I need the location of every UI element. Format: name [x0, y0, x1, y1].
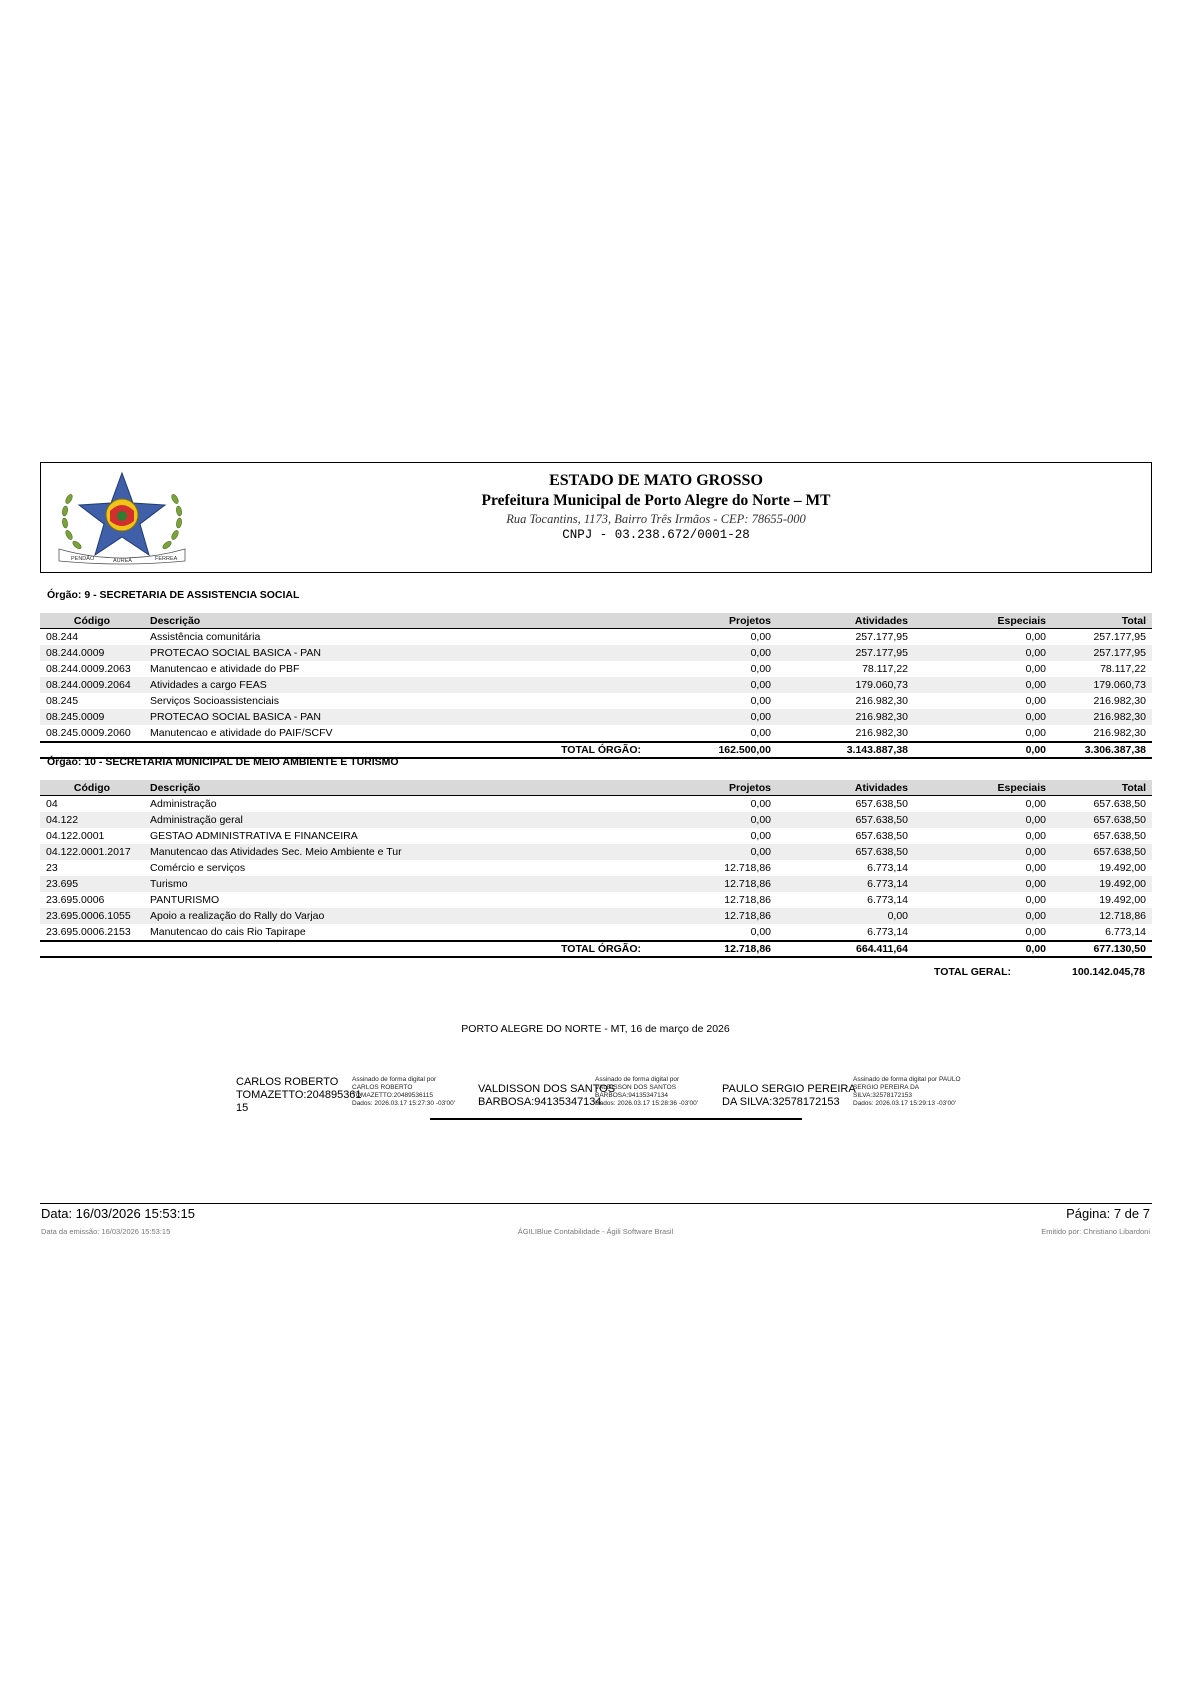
col-spacer: [496, 613, 647, 629]
col-especiais: Especiais: [914, 780, 1052, 796]
table-row: 23.695.0006.1055 Apoio a realização do Rally do Varjao 12.718,86 0,00 0,00 12.718,86: [40, 908, 1152, 924]
col-projetos: Projetos: [647, 613, 777, 629]
table-row: 23 Comércio e serviços 12.718,86 6.773,14 0,00 19.492,00: [46, 862, 1146, 874]
col-total: Total: [1052, 613, 1152, 629]
footer-emission: Data da emissão: 16/03/2026 15:53:15: [41, 1227, 171, 1236]
col-descricao: Descrição: [144, 613, 496, 629]
table-row: 08.244.0009.2064 Atividades a cargo FEAS 0,00 179.060,73 0,00 179.060,73: [40, 677, 1152, 693]
footer-page: Página: 7 de 7: [1066, 1206, 1150, 1221]
table-row: 04.122.0001 GESTAO ADMINISTRATIVA E FINANCEIRA 0,00 657.638,50 0,00 657.638,50: [46, 830, 1146, 842]
footer-divider: [40, 1203, 1152, 1204]
orgao-title: Órgão: 10 - SECRETARIA MUNICIPAL DE MEIO AMBIENTE E TURISMO: [47, 756, 399, 768]
col-codigo: Código: [40, 780, 144, 796]
table-row: 08.245 Serviços Socioassistenciais 0,00 216.982,30 0,00 216.982,30: [46, 695, 1146, 707]
prefecture-title: Prefeitura Municipal de Porto Alegre do Norte – MT: [481, 492, 831, 509]
table-row: 04.122.0001.2017 Manutencao das Atividades Sec. Meio Ambiente e Tur 0,00 657.638,50 0,00 657.638,50: [40, 844, 1152, 860]
address-line: Rua Tocantins, 1173, Bairro Três Irmãos - CEP: 78655-000: [506, 512, 806, 526]
signature-line: [430, 1118, 802, 1120]
place-date: PORTO ALEGRE DO NORTE - MT, 16 de março de 2026: [461, 1023, 730, 1035]
table-row: 08.245.0009 PROTECAO SOCIAL BASICA - PAN 0,00 216.982,30 0,00 216.982,30: [40, 709, 1152, 725]
total-geral-value: 100.142.045,78: [1072, 966, 1145, 978]
col-total: Total: [1052, 780, 1152, 796]
col-descricao: Descrição: [144, 780, 496, 796]
total-geral-label: TOTAL GERAL:: [934, 966, 1011, 978]
table-header-row: [40, 613, 1152, 629]
orgao-table: [40, 613, 1152, 759]
table-row: 23.695.0006.2153 Manutencao do cais Rio Tapirape 0,00 6.773,14 0,00 6.773,14: [46, 926, 1146, 938]
cnpj-line: CNPJ - 03.238.672/0001-28: [562, 528, 750, 542]
col-especiais: Especiais: [914, 613, 1052, 629]
table-row: 08.244 Assistência comunitária 0,00 257.177,95 0,00 257.177,95: [46, 631, 1146, 643]
orgao-total-row: TOTAL ÓRGÃO: 12.718,86 664.411,64 0,00 677.130,50: [40, 941, 1152, 957]
state-title: ESTADO DE MATO GROSSO: [549, 472, 763, 489]
table-row: 08.245.0009.2060 Manutencao e atividade do PAIF/SCFV 0,00 216.982,30 0,00 216.982,30: [46, 727, 1146, 739]
orgao-title: Órgão: 9 - SECRETARIA DE ASSISTENCIA SOCIAL: [47, 589, 300, 601]
orgao-total-row: TOTAL ÓRGÃO: 162.500,00 3.143.887,38 0,00 3.306.387,38: [40, 742, 1152, 758]
table-row: 08.244.0009 PROTECAO SOCIAL BASICA - PAN 0,00 257.177,95 0,00 257.177,95: [40, 645, 1152, 661]
table-row: 04.122 Administração geral 0,00 657.638,50 0,00 657.638,50: [40, 812, 1152, 828]
col-codigo: Código: [40, 613, 144, 629]
table-header-row: [40, 780, 1152, 796]
footer-issuer: Emitido por: Christiano Libardoni: [1041, 1227, 1150, 1236]
table-row: 23.695.0006 PANTURISMO 12.718,86 6.773,14 0,00 19.492,00: [46, 894, 1146, 906]
orgao-table: [40, 780, 1152, 958]
report-header: [40, 462, 1152, 573]
footer-software: ÁGILIBlue Contabilidade - Ágili Software Brasil: [517, 1227, 674, 1236]
table-row: 08.244.0009.2063 Manutencao e atividade do PBF 0,00 78.117,22 0,00 78.117,22: [46, 663, 1146, 675]
col-spacer: [496, 780, 647, 796]
col-atividades: Atividades: [777, 780, 914, 796]
footer-date: Data: 16/03/2026 15:53:15: [41, 1206, 195, 1221]
col-atividades: Atividades: [777, 613, 914, 629]
table-row: 04 Administração 0,00 657.638,50 0,00 657.638,50: [46, 798, 1146, 810]
svg-text:PENDÃO: PENDÃO: [71, 556, 95, 562]
col-projetos: Projetos: [647, 780, 777, 796]
svg-text:FERREA: FERREA: [155, 556, 178, 562]
svg-text:AUREA: AUREA: [113, 558, 132, 564]
table-row: 23.695 Turismo 12.718,86 6.773,14 0,00 19.492,00: [40, 876, 1152, 892]
